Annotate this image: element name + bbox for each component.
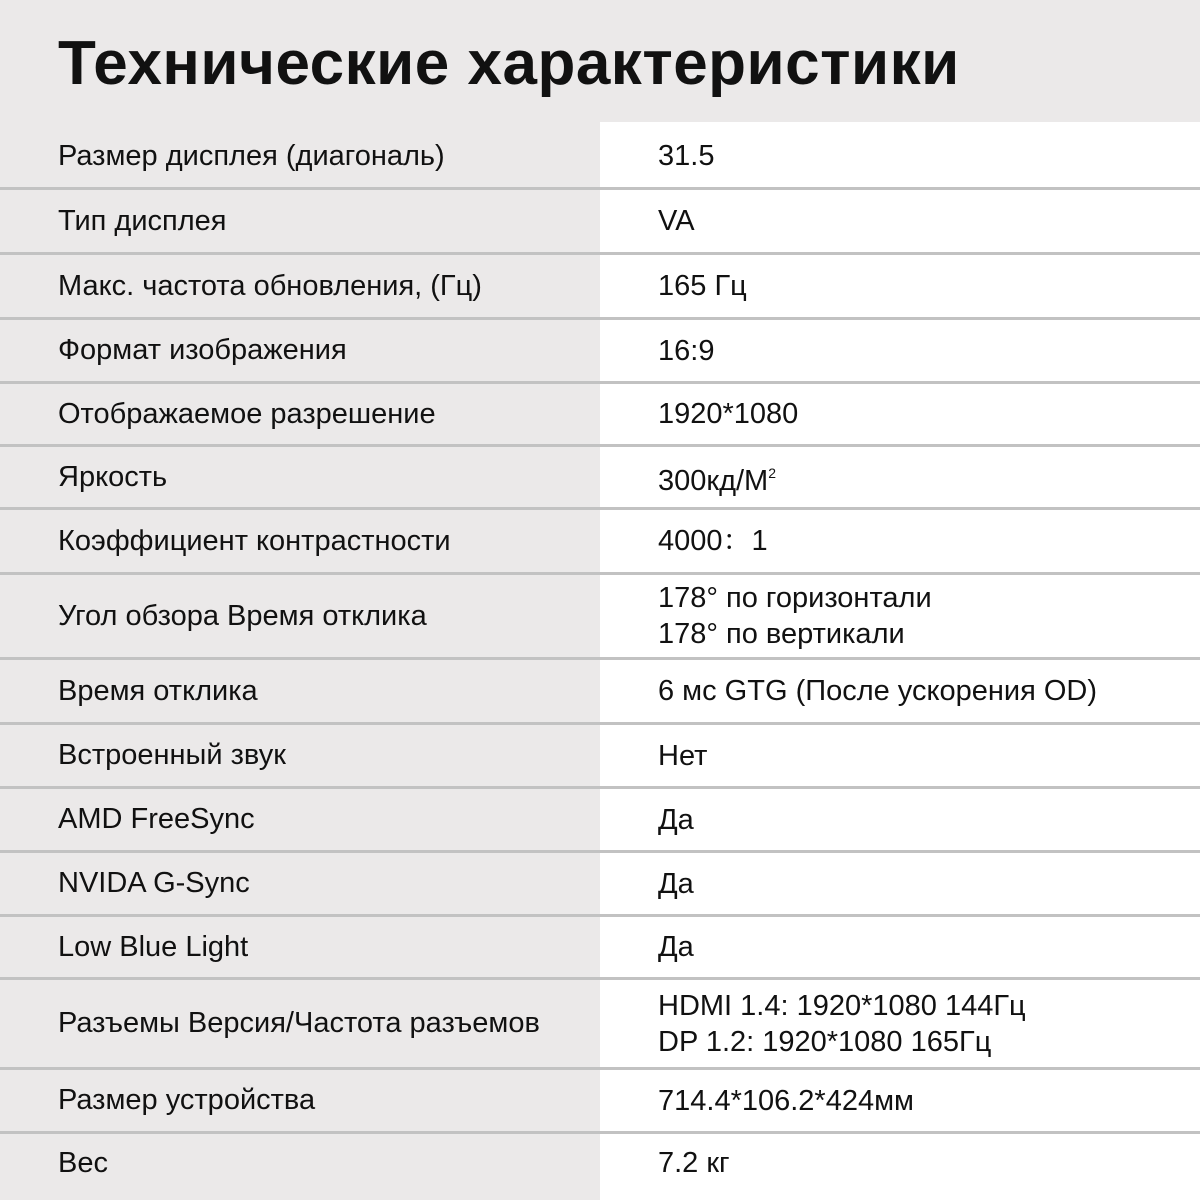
table-row xyxy=(0,789,1200,850)
table-row xyxy=(0,575,1200,657)
table-row xyxy=(0,660,1200,722)
spec-value: 4000：1 xyxy=(658,525,768,557)
spec-label: Вес xyxy=(58,1146,108,1179)
table-row xyxy=(0,320,1200,381)
spec-label: Разъемы Версия/Частота разъемов xyxy=(58,1007,540,1039)
spec-value: 165 Гц xyxy=(658,270,747,302)
table-row xyxy=(0,384,1200,444)
table-row xyxy=(0,510,1200,572)
spec-value: 7.2 кг xyxy=(658,1147,730,1179)
spec-value: 31.5 xyxy=(658,140,715,172)
spec-label: NVIDA G-Sync xyxy=(58,867,250,899)
spec-label: Встроенный звук xyxy=(58,739,286,771)
table-row xyxy=(0,125,1200,187)
spec-label: Время отклика xyxy=(58,674,258,707)
table-row xyxy=(0,255,1200,317)
table-row xyxy=(0,725,1200,786)
spec-value: Да xyxy=(658,931,694,963)
spec-label: Коэффициент контрастности xyxy=(58,524,451,557)
spec-label: AMD FreeSync xyxy=(58,803,255,835)
spec-label: Тип дисплея xyxy=(58,204,227,237)
table-row xyxy=(0,190,1200,252)
spec-value: $300кд/М^2$ xyxy=(658,465,777,497)
spec-value: VA xyxy=(658,205,695,237)
spec-value: 16:9 xyxy=(658,334,715,367)
table-row xyxy=(0,447,1200,507)
spec-label: Яркость xyxy=(58,460,168,493)
spec-value: 178° по горизонтали 178° по вертикали xyxy=(658,582,932,650)
spec-value: 1920*1080 xyxy=(658,398,799,430)
table-row xyxy=(0,980,1200,1067)
table-row xyxy=(0,917,1200,977)
spec-label: Low Blue Light xyxy=(58,930,249,963)
spec-value: 714.4*106.2*424мм xyxy=(658,1084,914,1117)
spec-value: Да xyxy=(658,803,694,836)
spec-label: Отображаемое разрешение xyxy=(58,397,436,430)
spec-label: Размер дисплея (диагональ) xyxy=(58,139,445,172)
spec-label: Формат изображения xyxy=(58,334,347,366)
spec-value: HDMI 1.4: 1920*1080 144Гц DP 1.2: 1920*1080 165Гц xyxy=(658,989,1026,1058)
table-row xyxy=(0,1070,1200,1131)
spec-label: Угол обзора Время отклика xyxy=(58,599,427,632)
table-row xyxy=(0,1134,1200,1192)
table-row xyxy=(0,853,1200,914)
page-title: Технические характеристики xyxy=(58,29,960,98)
spec-value: 6 мс GTG (После ускорения OD) xyxy=(658,675,1098,707)
spec-label: Макс. частота обновления, (Гц) xyxy=(58,269,482,302)
spec-label: Размер устройства xyxy=(58,1084,316,1116)
spec-value: Да xyxy=(658,867,694,900)
spec-value: Нет xyxy=(658,739,708,772)
